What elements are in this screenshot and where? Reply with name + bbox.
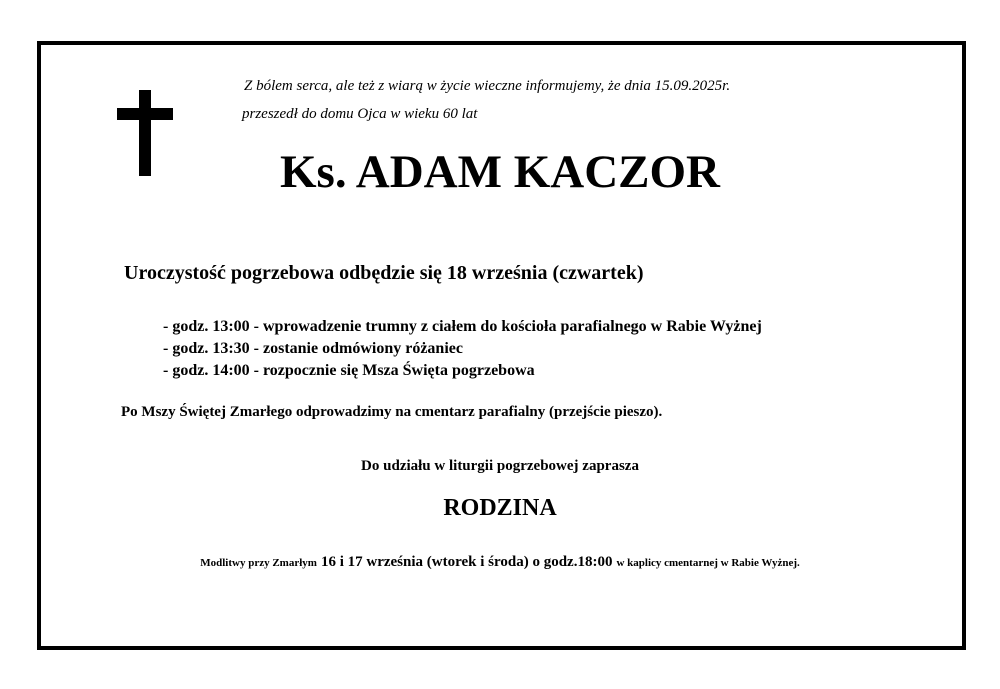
prayers-info-part3: w kaplicy cmentarnej w Rabie Wyżnej. (616, 557, 800, 569)
deceased-name-text: Ks. ADAM KACZOR (280, 146, 720, 198)
intro-line-2: przeszedł do domu Ojca w wieku 60 lat (242, 106, 478, 122)
prayers-info-part1: Modlitwy przy Zmarłym (200, 557, 317, 569)
schedule-item: - godz. 13:00 - wprowadzenie trumny z ciałem do kościoła parafialnego w Rabie Wyżnej (163, 318, 762, 335)
family-signature: RODZINA (443, 495, 557, 521)
intro-line-1: Z bólem serca, ale też z wiarą w życie wieczne informujemy, że dnia 15.09.2025r. (244, 78, 731, 94)
schedule-item: - godz. 14:00 - rozpocznie się Msza Święta pogrzebowa (163, 362, 535, 379)
after-mass-info: Po Mszy Świętej Zmarłego odprowadzimy na cmentarz parafialny (przejście pieszo). (121, 404, 663, 420)
schedule-list (163, 316, 762, 382)
prayers-info (0, 553, 1000, 571)
ceremony-announcement: Uroczystość pogrzebowa odbędzie się 18 września (czwartek) (124, 262, 644, 284)
prayers-info-part2: 16 i 17 września (wtorek i środa) o godz.18:00 (320, 554, 613, 570)
invitation-text: Do udziału w liturgii pogrzebowej zaprasza (361, 458, 639, 474)
cross-horizontal-bar (117, 108, 173, 120)
deceased-name (0, 145, 1000, 199)
schedule-item: - godz. 13:30 - zostanie odmówiony różaniec (163, 340, 463, 357)
